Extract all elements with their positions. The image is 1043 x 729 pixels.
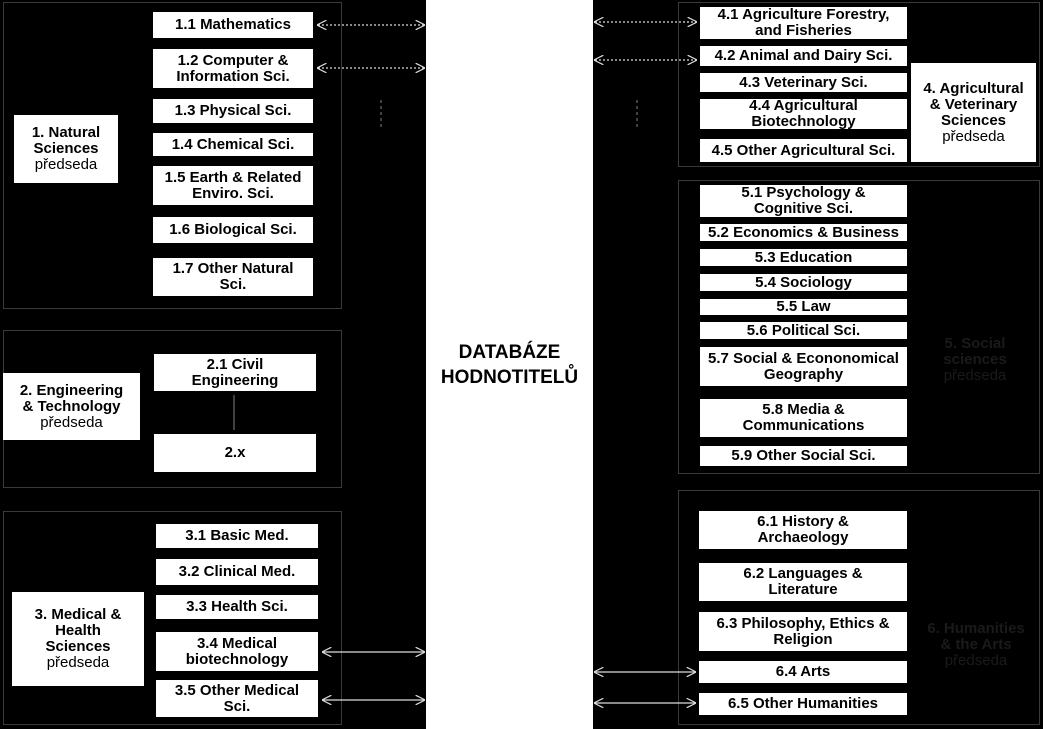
field-box-1-7: 1.7 Other Natural Sci. bbox=[151, 256, 315, 298]
field-box-3-1: 3.1 Basic Med. bbox=[154, 522, 320, 550]
field-box-5-6: 5.6 Political Sci. bbox=[698, 320, 909, 341]
field-box-3-5: 3.5 Other Medical Sci. bbox=[154, 678, 320, 719]
field-box-4-3: 4.3 Veterinary Sci. bbox=[698, 71, 909, 94]
field-box-4-5: 4.5 Other Agricultural Sci. bbox=[698, 137, 909, 164]
field-box-6-4: 6.4 Arts bbox=[697, 659, 909, 685]
field-box-6-5: 6.5 Other Humanities bbox=[697, 691, 909, 717]
field-box-5-1: 5.1 Psychology & Cognitive Sci. bbox=[698, 183, 909, 219]
field-box-5-3: 5.3 Education bbox=[698, 247, 909, 268]
field-box-4-1: 4.1 Agriculture Forestry, and Fisheries bbox=[698, 5, 909, 41]
field-box-2-1: 2.1 Civil Engineering bbox=[152, 352, 318, 393]
field-box-3-2: 3.2 Clinical Med. bbox=[154, 557, 320, 587]
field-box-1-2: 1.2 Computer & Information Sci. bbox=[151, 47, 315, 90]
group-title: 4. Agricultural & Veterinary Sciences bbox=[923, 79, 1024, 129]
field-box-5-4: 5.4 Sociology bbox=[698, 272, 909, 293]
group-title: 6. Humanities & the Arts bbox=[927, 620, 1025, 653]
field-box-1-1: 1.1 Mathematics bbox=[151, 10, 315, 40]
group-subtitle: předseda bbox=[943, 367, 1007, 384]
field-box-2-x: 2.x bbox=[152, 432, 318, 474]
database-label: DATABÁZE HODNOTITELŮ bbox=[440, 341, 579, 388]
field-box-3-4: 3.4 Medical biotechnology bbox=[154, 630, 320, 673]
field-box-4-4: 4.4 Agricultural Biotechnology bbox=[698, 97, 909, 131]
field-box-5-2: 5.2 Economics & Business bbox=[698, 222, 909, 243]
field-box-5-9: 5.9 Other Social Sci. bbox=[698, 444, 909, 468]
field-box-6-3: 6.3 Philosophy, Ethics & Religion bbox=[697, 610, 909, 653]
group-title: 5. Social sciences bbox=[943, 335, 1007, 368]
group-subtitle: předseda bbox=[944, 652, 1008, 669]
field-box-4-2: 4.2 Animal and Dairy Sci. bbox=[698, 44, 909, 68]
group-subtitle: předseda bbox=[34, 156, 98, 173]
group-title: 1. Natural Sciences bbox=[31, 124, 101, 157]
group-subtitle: předseda bbox=[40, 413, 103, 431]
group-title: 3. Medical & Health Sciences bbox=[34, 606, 122, 655]
field-box-1-5: 1.5 Earth & Related Enviro. Sci. bbox=[151, 164, 315, 207]
field-box-1-6: 1.6 Biological Sci. bbox=[151, 215, 315, 245]
group-subtitle: předseda bbox=[942, 127, 1005, 145]
group-title: 2. Engineering & Technology bbox=[19, 381, 124, 415]
field-box-5-8: 5.8 Media & Communications bbox=[698, 397, 909, 439]
field-box-5-7: 5.7 Social & Econonomical Geography bbox=[698, 345, 909, 388]
field-box-6-2: 6.2 Languages & Literature bbox=[697, 561, 909, 603]
field-box-1-3: 1.3 Physical Sci. bbox=[151, 97, 315, 125]
group-subtitle: předseda bbox=[46, 654, 110, 671]
field-box-3-3: 3.3 Health Sci. bbox=[154, 593, 320, 621]
field-box-5-5: 5.5 Law bbox=[698, 297, 909, 317]
field-box-1-4: 1.4 Chemical Sci. bbox=[151, 131, 315, 158]
field-box-6-1: 6.1 History & Archaeology bbox=[697, 509, 909, 551]
